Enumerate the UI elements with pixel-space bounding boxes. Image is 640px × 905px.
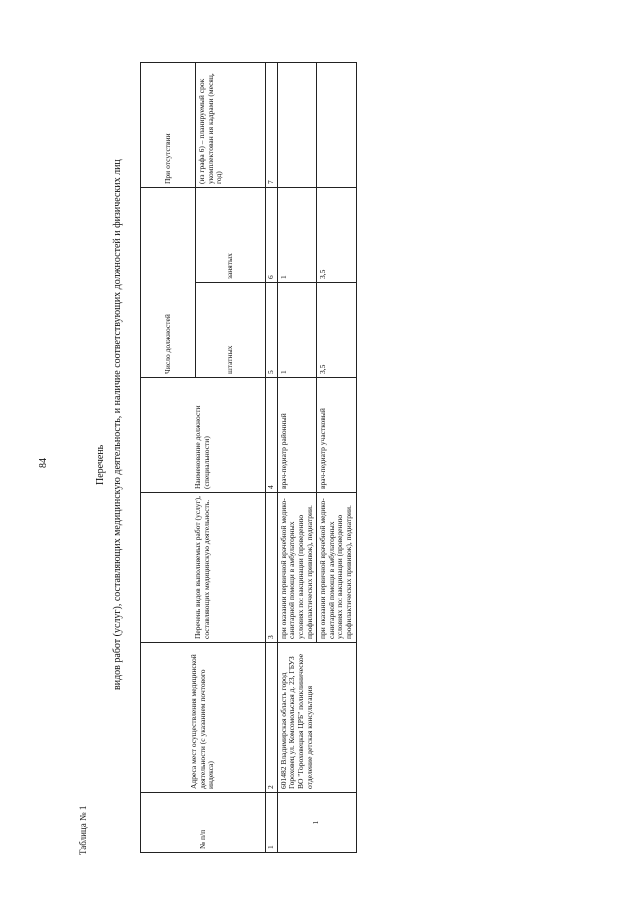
header-address: Адреса мест осуществления медицинской деятельности (с указанием почтового индекса)	[141, 643, 266, 793]
row-position: врач-педиатр участковый	[317, 378, 357, 493]
table-label: Таблица № 1	[78, 805, 88, 855]
header-plan: (из графа 6) – планируемый срок укомплектован ия кадрами (месяц, год)	[196, 62, 266, 187]
header-positions-count: Число должностей	[141, 187, 196, 377]
col-number: 5	[266, 283, 278, 378]
row-plan	[277, 62, 317, 187]
table-row	[277, 62, 317, 852]
row-staff: 1	[277, 283, 317, 378]
row-works: при оказании первичной врачебной медико- санитарной помощи в амбулаторных условиях по: вакцинации (проведению профилактических прививок), педиатрии.	[317, 493, 357, 643]
header-staff: штатных	[196, 283, 266, 378]
col-number: 7	[266, 62, 278, 187]
header-num: № п/п	[141, 793, 266, 853]
row-works: при оказании первичной врачебной медико- санитарной помощи в амбулаторных условиях по: вакцинации (проведению профилактических прививок), педиатрии.	[277, 493, 317, 643]
page-number: 84	[38, 458, 49, 468]
row-occupied: 3,5	[317, 187, 357, 282]
row-plan	[317, 62, 357, 187]
staffing-table	[140, 63, 352, 853]
col-number: 3	[266, 493, 278, 643]
document-subtitle: видов работ (услуг), составляющих медицинскую деятельность, и наличие соответствующих должностей и физических лиц	[112, 159, 123, 690]
header-occupied: занятых	[196, 187, 266, 282]
row-staff: 3,5	[317, 283, 357, 378]
row-number: 1	[277, 793, 356, 853]
col-number: 6	[266, 187, 278, 282]
row-position: врач-педиатр районный	[277, 378, 317, 493]
header-position: Наименование должности (специальности)	[141, 378, 266, 493]
col-number: 2	[266, 643, 278, 793]
col-number: 4	[266, 378, 278, 493]
col-number: 1	[266, 793, 278, 853]
document-title: Перечень	[95, 444, 106, 485]
row-address: 601482 Владимирская область город Гороховец ул. Комсомольская д. 23, ГБУЗ ВО "Гороховецкая ЦРБ" поликлиническое отделение детская консультация	[277, 643, 356, 793]
header-works: Перечень видов выполняемых работ (услуг), составляющих медицинскую деятельность.	[141, 493, 266, 643]
row-occupied: 1	[277, 187, 317, 282]
header-absence: При отсутствии	[141, 62, 196, 187]
